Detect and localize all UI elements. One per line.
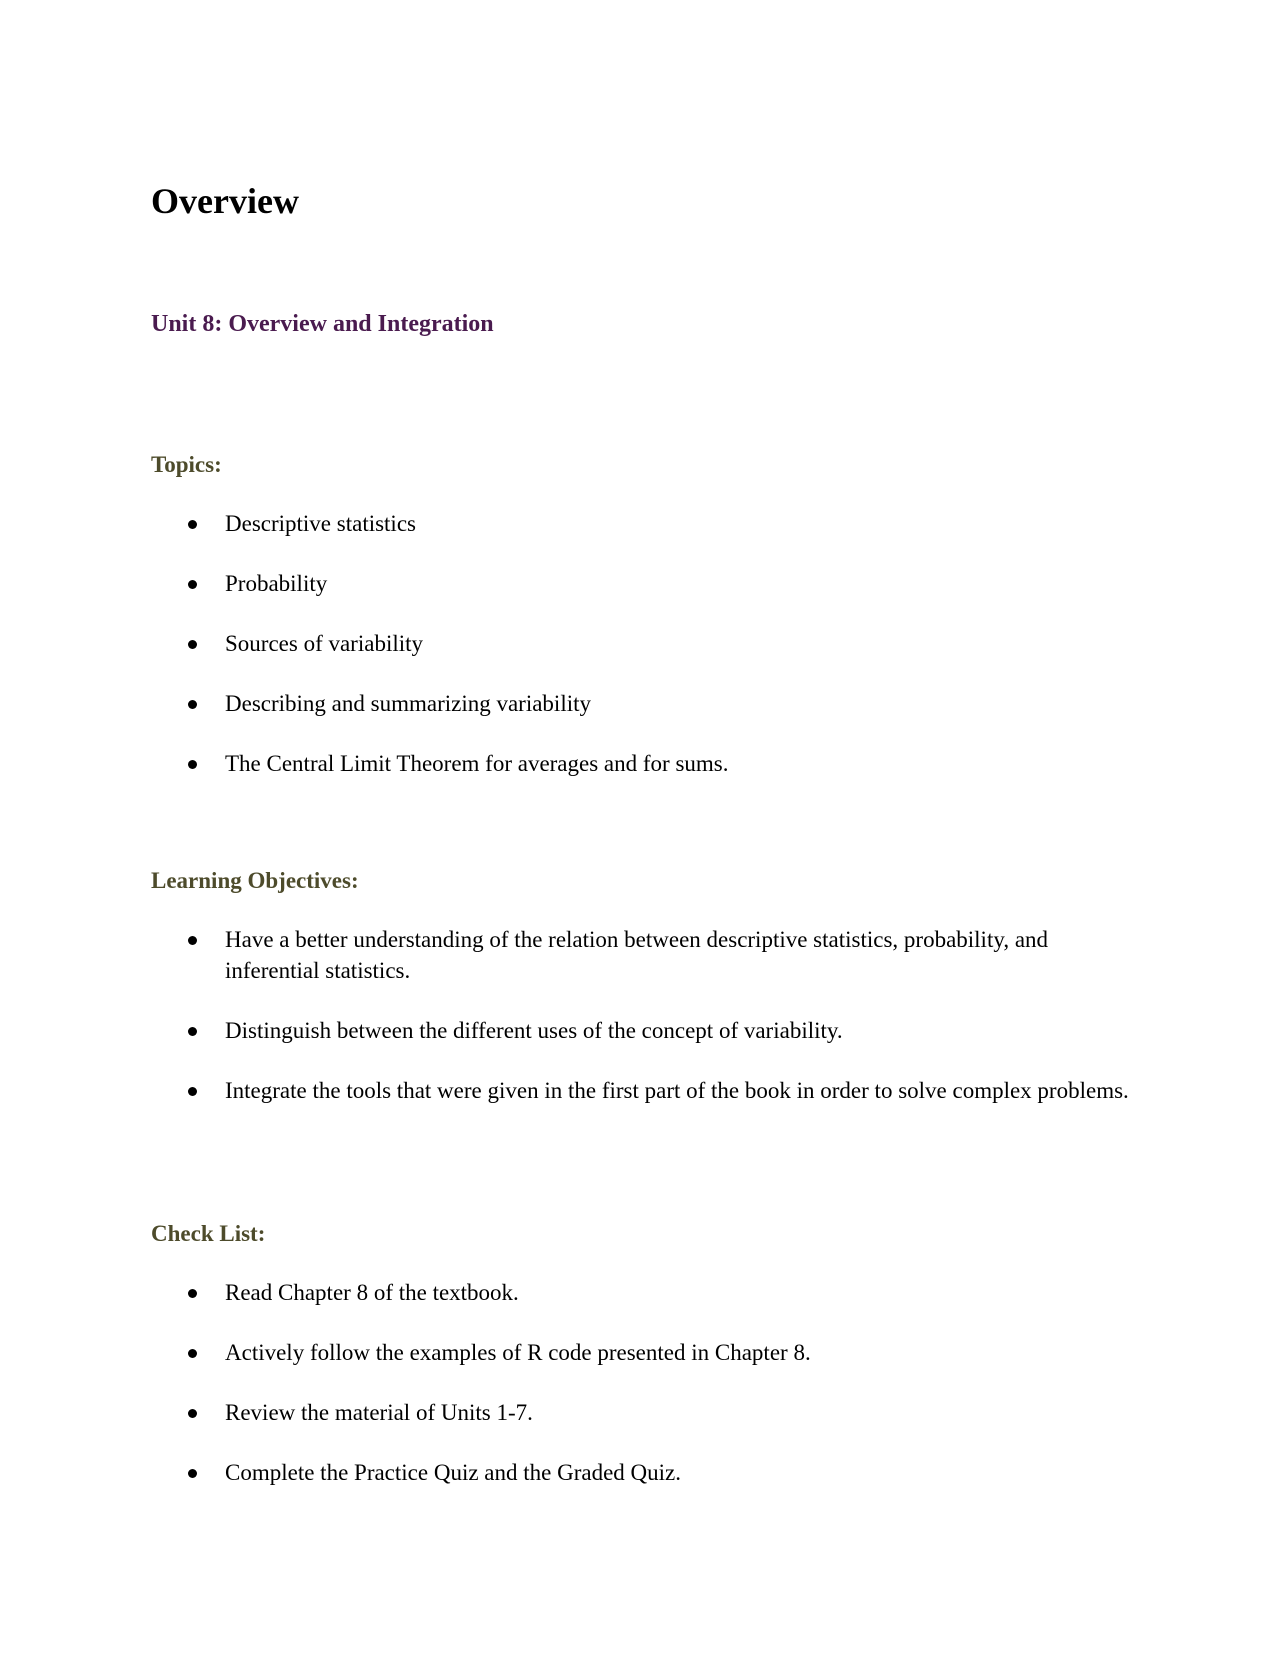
checklist-text: Complete the Practice Quiz and the Graded Quiz. — [225, 1460, 682, 1485]
topic-text: Descriptive statistics — [225, 511, 416, 536]
bullet-icon — [188, 1349, 197, 1358]
objectives-list — [151, 924, 1131, 1135]
list-item — [151, 748, 1131, 779]
bullet-icon — [188, 520, 197, 529]
topic-text: The Central Limit Theorem for averages and for sums. — [225, 751, 729, 776]
topic-text: Sources of variability — [225, 631, 424, 656]
learning-objectives-heading: Learning Objectives: — [151, 868, 359, 893]
bullet-icon — [188, 580, 197, 589]
topics-list — [151, 508, 1131, 808]
checklist-list — [151, 1277, 1131, 1517]
checklist-text: Review the material of Units 1-7. — [225, 1400, 533, 1425]
topics-heading: Topics: — [151, 452, 222, 477]
checklist-text: Actively follow the examples of R code presented in Chapter 8. — [225, 1340, 811, 1365]
list-item — [151, 1075, 1131, 1106]
list-item — [151, 688, 1131, 719]
list-item — [151, 924, 1131, 986]
list-item — [151, 1277, 1131, 1308]
objective-text: Have a better understanding of the relation between descriptive statistics, probability, and inferential statistics. — [225, 927, 1049, 983]
list-item — [151, 1397, 1131, 1428]
bullet-icon — [188, 1289, 197, 1298]
list-item — [151, 568, 1131, 599]
bullet-icon — [188, 1027, 197, 1036]
topic-text: Describing and summarizing variability — [225, 691, 591, 716]
list-item — [151, 1015, 1131, 1046]
objective-text: Integrate the tools that were given in the first part of the book in order to solve complex problems. — [225, 1078, 1129, 1103]
bullet-icon — [188, 700, 197, 709]
list-item — [151, 1337, 1131, 1368]
bullet-icon — [188, 760, 197, 769]
topic-text: Probability — [225, 571, 328, 596]
page-title: Overview — [151, 181, 299, 221]
objective-text: Distinguish between the different uses of the concept of variability. — [225, 1018, 843, 1043]
checklist-text: Read Chapter 8 of the textbook. — [225, 1280, 519, 1305]
list-item — [151, 628, 1131, 659]
bullet-icon — [188, 640, 197, 649]
bullet-icon — [188, 1087, 197, 1096]
list-item — [151, 1457, 1131, 1488]
bullet-icon — [188, 1469, 197, 1478]
unit-heading: Unit 8: Overview and Integration — [151, 311, 494, 337]
bullet-icon — [188, 936, 197, 945]
check-list-heading: Check List: — [151, 1221, 266, 1246]
list-item — [151, 508, 1131, 539]
bullet-icon — [188, 1409, 197, 1418]
